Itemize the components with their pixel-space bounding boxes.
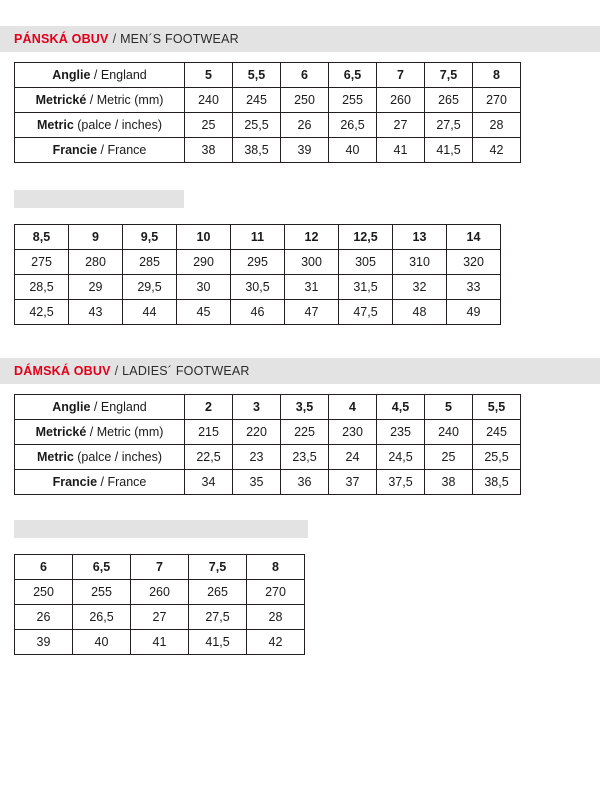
mens-size-table-part1 [14,62,521,163]
table-cell: 24 [329,445,377,470]
table-cell: 240 [425,420,473,445]
table-cell: 32 [393,275,447,300]
table-cell: 37 [329,470,377,495]
table-cell: 4,5 [377,395,425,420]
table-cell: 285 [123,250,177,275]
table-row [15,470,521,495]
table-cell: 235 [377,420,425,445]
table-cell: 29,5 [123,275,177,300]
table-cell: 25 [185,113,233,138]
table-cell: 13 [393,225,447,250]
table-cell: 34 [185,470,233,495]
row-label-inches: Metric (palce / inches) [15,113,185,138]
row-label-metric-mm: Metrické / Metric (mm) [15,420,185,445]
table-cell: 38 [425,470,473,495]
table-cell: 41,5 [425,138,473,163]
table-cell: 26,5 [73,605,131,630]
table-cell: 5 [185,63,233,88]
table-cell: 30,5 [231,275,285,300]
table-row [15,445,521,470]
ladies-size-table-part1 [14,394,521,495]
table-cell: 9,5 [123,225,177,250]
table-row [15,395,521,420]
table-cell: 39 [15,630,73,655]
table-cell: 7 [377,63,425,88]
table-cell: 5 [425,395,473,420]
table-cell: 245 [473,420,521,445]
table-cell: 265 [425,88,473,113]
table-cell: 38 [185,138,233,163]
table-cell: 4 [329,395,377,420]
table-cell: 14 [447,225,501,250]
table-cell: 7 [131,555,189,580]
table-cell: 31,5 [339,275,393,300]
table-row [15,420,521,445]
table-cell: 26 [281,113,329,138]
table-cell: 47,5 [339,300,393,325]
table-cell: 7,5 [425,63,473,88]
ladies-heading-en: LADIES´ FOOTWEAR [122,364,250,378]
table-cell: 225 [281,420,329,445]
table-cell: 23 [233,445,281,470]
table-cell: 38,5 [233,138,281,163]
table-cell: 37,5 [377,470,425,495]
table-cell: 270 [247,580,305,605]
table-cell: 255 [73,580,131,605]
table-cell: 28 [247,605,305,630]
table-cell: 12,5 [339,225,393,250]
table-cell: 245 [233,88,281,113]
table-cell: 24,5 [377,445,425,470]
ladies-section-heading [0,358,600,384]
table-cell: 35 [233,470,281,495]
table-cell: 9 [69,225,123,250]
table-cell: 46 [231,300,285,325]
table-cell: 290 [177,250,231,275]
table-cell: 6,5 [73,555,131,580]
table-cell: 5,5 [473,395,521,420]
table-cell: 31 [285,275,339,300]
table-cell: 6,5 [329,63,377,88]
table-row [15,275,501,300]
table-cell: 27 [377,113,425,138]
table-cell: 220 [233,420,281,445]
table-cell: 40 [329,138,377,163]
row-label-metric-mm: Metrické / Metric (mm) [15,88,185,113]
table-cell: 295 [231,250,285,275]
table-cell: 29 [69,275,123,300]
table-cell: 38,5 [473,470,521,495]
row-label-england: Anglie / England [15,395,185,420]
table-cell: 33 [447,275,501,300]
table-cell: 42 [247,630,305,655]
table-row [15,113,521,138]
table-cell: 39 [281,138,329,163]
table-cell: 11 [231,225,285,250]
table-cell: 2 [185,395,233,420]
table-cell: 27,5 [425,113,473,138]
row-label-england: Anglie / England [15,63,185,88]
table-cell: 42 [473,138,521,163]
table-cell: 250 [281,88,329,113]
table-cell: 41 [131,630,189,655]
table-row [15,300,501,325]
table-cell: 28,5 [15,275,69,300]
table-cell: 260 [377,88,425,113]
table-cell: 25 [425,445,473,470]
table-cell: 22,5 [185,445,233,470]
table-cell: 6 [15,555,73,580]
table-cell: 8 [247,555,305,580]
table-cell: 240 [185,88,233,113]
table-cell: 26,5 [329,113,377,138]
table-row [15,580,305,605]
row-label-france: Francie / France [15,138,185,163]
table-cell: 300 [285,250,339,275]
table-cell: 25,5 [233,113,281,138]
table-cell: 7,5 [189,555,247,580]
table-cell: 260 [131,580,189,605]
table-row [15,250,501,275]
table-cell: 30 [177,275,231,300]
table-cell: 42,5 [15,300,69,325]
table-cell: 255 [329,88,377,113]
table-cell: 23,5 [281,445,329,470]
ladies-size-table-part2 [14,554,305,655]
table-cell: 27,5 [189,605,247,630]
table-cell: 275 [15,250,69,275]
table-cell: 45 [177,300,231,325]
table-cell: 3 [233,395,281,420]
table-row [15,555,305,580]
table-cell: 270 [473,88,521,113]
mens-heading-en: MEN´S FOOTWEAR [120,32,239,46]
table-cell: 41 [377,138,425,163]
table-row [15,630,305,655]
table-cell: 26 [15,605,73,630]
table-row [15,225,501,250]
table-cell: 280 [69,250,123,275]
table-cell: 320 [447,250,501,275]
mens-heading-separator: / [112,32,117,46]
ladies-heading-cz: DÁMSKÁ OBUV [14,364,111,378]
table-row [15,605,305,630]
table-cell: 8 [473,63,521,88]
row-label-inches: Metric (palce / inches) [15,445,185,470]
mens-size-table-part2 [14,224,501,325]
table-cell: 215 [185,420,233,445]
table-cell: 40 [73,630,131,655]
table-cell: 12 [285,225,339,250]
table-cell: 3,5 [281,395,329,420]
table-cell: 43 [69,300,123,325]
table-cell: 44 [123,300,177,325]
table-cell: 41,5 [189,630,247,655]
table-cell: 265 [189,580,247,605]
ladies-heading-separator: / [114,364,119,378]
mens-section-heading [0,26,600,52]
table-cell: 47 [285,300,339,325]
table-cell: 305 [339,250,393,275]
table-cell: 48 [393,300,447,325]
table-cell: 28 [473,113,521,138]
table-row [15,63,521,88]
table-cell: 310 [393,250,447,275]
table-cell: 6 [281,63,329,88]
table-cell: 36 [281,470,329,495]
table-cell: 5,5 [233,63,281,88]
table-cell: 250 [15,580,73,605]
mens-spacer-bar [14,190,184,208]
table-row [15,138,521,163]
mens-heading-cz: PÁNSKÁ OBUV [14,32,109,46]
ladies-spacer-bar [14,520,308,538]
table-cell: 8,5 [15,225,69,250]
table-cell: 27 [131,605,189,630]
table-cell: 49 [447,300,501,325]
row-label-france: Francie / France [15,470,185,495]
table-cell: 230 [329,420,377,445]
table-row [15,88,521,113]
table-cell: 25,5 [473,445,521,470]
table-cell: 10 [177,225,231,250]
